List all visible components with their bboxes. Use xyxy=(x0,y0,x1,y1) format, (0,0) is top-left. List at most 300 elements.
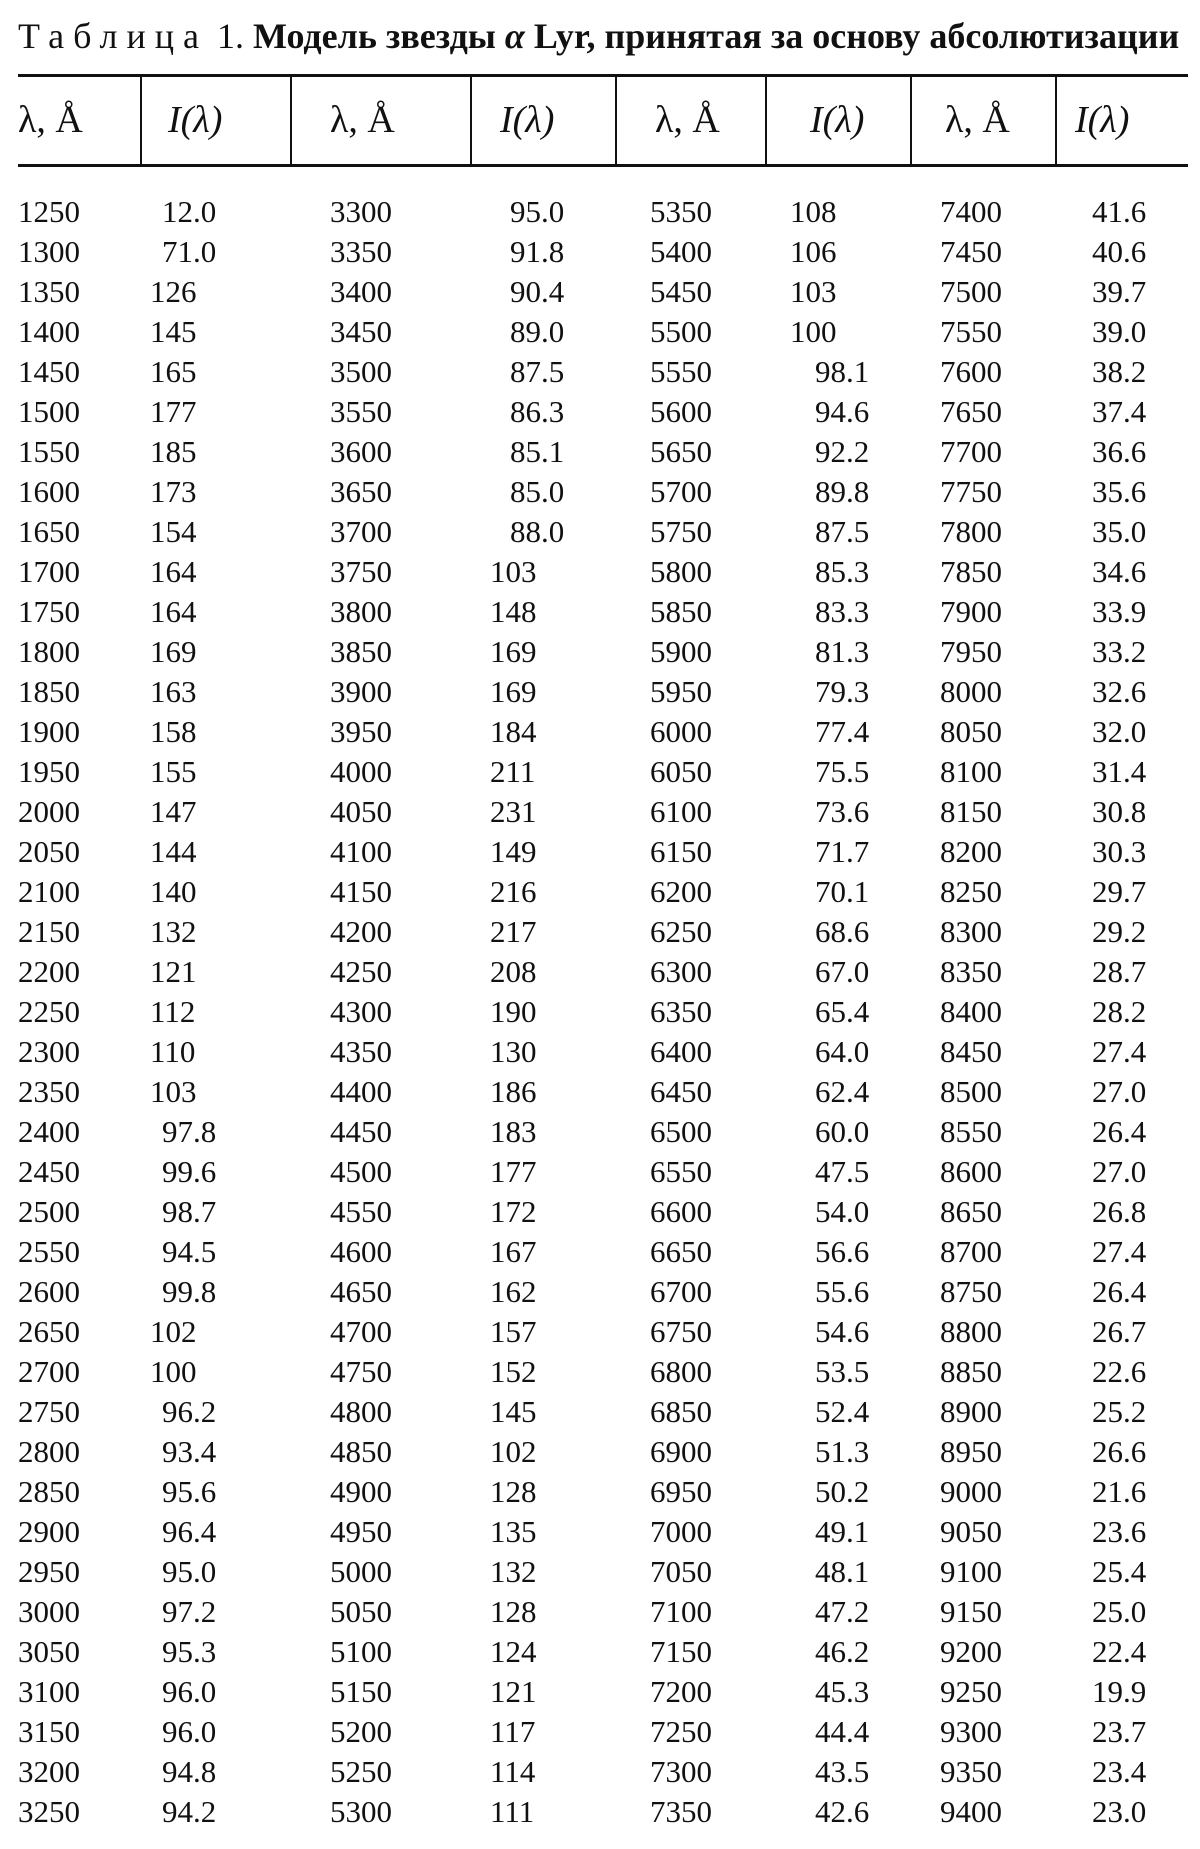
wavelength-cell: 8300 xyxy=(940,914,1002,949)
intensity-cell: 65.4 xyxy=(815,994,870,1029)
wavelength-cell: 2000 xyxy=(18,794,80,829)
wavelength-cell: 5350 xyxy=(650,194,712,229)
intensity-cell: 96.0 xyxy=(162,1714,217,1749)
wavelength-cell: 6450 xyxy=(650,1074,712,1109)
intensity-cell: 114 xyxy=(490,1754,536,1789)
table-row xyxy=(0,992,1200,1032)
wavelength-cell: 7050 xyxy=(650,1554,712,1589)
table-row xyxy=(0,1192,1200,1232)
wavelength-cell: 6500 xyxy=(650,1114,712,1149)
table-row xyxy=(0,1072,1200,1112)
intensity-cell: 29.2 xyxy=(1092,914,1147,949)
wavelength-cell: 1950 xyxy=(18,754,80,789)
wavelength-cell: 6950 xyxy=(650,1474,712,1509)
wavelength-cell: 4550 xyxy=(330,1194,392,1229)
header-wavelength: λ, Å xyxy=(945,99,1010,141)
wavelength-cell: 8400 xyxy=(940,994,1002,1029)
wavelength-cell: 3700 xyxy=(330,514,392,549)
wavelength-cell: 4150 xyxy=(330,874,392,909)
intensity-cell: 183 xyxy=(490,1114,537,1149)
intensity-cell: 145 xyxy=(150,314,197,349)
intensity-cell: 172 xyxy=(490,1194,537,1229)
wavelength-cell: 7150 xyxy=(650,1634,712,1669)
wavelength-cell: 8250 xyxy=(940,874,1002,909)
header-intensity: I(λ) xyxy=(500,99,555,141)
wavelength-cell: 2300 xyxy=(18,1034,80,1069)
table-row xyxy=(0,712,1200,752)
wavelength-cell: 6550 xyxy=(650,1154,712,1189)
wavelength-cell: 6650 xyxy=(650,1234,712,1269)
caption-text-before: Модель звезды xyxy=(252,16,496,56)
wavelength-cell: 3800 xyxy=(330,594,392,629)
wavelength-cell: 3500 xyxy=(330,354,392,389)
wavelength-cell: 6600 xyxy=(650,1194,712,1229)
intensity-cell: 56.6 xyxy=(815,1234,870,1269)
wavelength-cell: 4200 xyxy=(330,914,392,949)
table-row xyxy=(0,1432,1200,1472)
wavelength-cell: 9350 xyxy=(940,1754,1002,1789)
caption-label: Таблица xyxy=(18,16,208,56)
intensity-cell: 30.3 xyxy=(1092,834,1147,869)
wavelength-cell: 4500 xyxy=(330,1154,392,1189)
wavelength-cell: 2350 xyxy=(18,1074,80,1109)
intensity-cell: 99.8 xyxy=(162,1274,217,1309)
wavelength-cell: 8850 xyxy=(940,1354,1002,1389)
intensity-cell: 28.7 xyxy=(1092,954,1147,989)
intensity-cell: 32.6 xyxy=(1092,674,1147,709)
table-row xyxy=(0,912,1200,952)
wavelength-cell: 4800 xyxy=(330,1394,392,1429)
intensity-cell: 152 xyxy=(490,1354,537,1389)
intensity-cell: 94.5 xyxy=(162,1234,217,1269)
wavelength-cell: 5300 xyxy=(330,1794,392,1829)
wavelength-cell: 5500 xyxy=(650,314,712,349)
wavelength-cell: 2450 xyxy=(18,1154,80,1189)
intensity-cell: 91.8 xyxy=(510,234,565,269)
intensity-cell: 52.4 xyxy=(815,1394,870,1429)
wavelength-cell: 2850 xyxy=(18,1474,80,1509)
intensity-cell: 186 xyxy=(490,1074,537,1109)
wavelength-cell: 5850 xyxy=(650,594,712,629)
wavelength-cell: 3400 xyxy=(330,274,392,309)
intensity-cell: 100 xyxy=(790,314,837,349)
wavelength-cell: 9100 xyxy=(940,1554,1002,1589)
intensity-cell: 25.0 xyxy=(1092,1594,1147,1629)
wavelength-cell: 6050 xyxy=(650,754,712,789)
wavelength-cell: 5150 xyxy=(330,1674,392,1709)
intensity-cell: 60.0 xyxy=(815,1114,870,1149)
wavelength-cell: 3600 xyxy=(330,434,392,469)
wavelength-cell: 4050 xyxy=(330,794,392,829)
table-row xyxy=(0,1752,1200,1792)
table-row xyxy=(0,632,1200,672)
wavelength-cell: 3350 xyxy=(330,234,392,269)
intensity-cell: 87.5 xyxy=(510,354,565,389)
intensity-cell: 103 xyxy=(790,274,837,309)
table-row xyxy=(0,312,1200,352)
header-divider xyxy=(765,76,767,164)
wavelength-cell: 3450 xyxy=(330,314,392,349)
intensity-cell: 103 xyxy=(150,1074,197,1109)
wavelength-cell: 8750 xyxy=(940,1274,1002,1309)
table-row xyxy=(0,592,1200,632)
wavelength-cell: 7250 xyxy=(650,1714,712,1749)
intensity-cell: 44.4 xyxy=(815,1714,870,1749)
wavelength-cell: 9400 xyxy=(940,1794,1002,1829)
wavelength-cell: 8900 xyxy=(940,1394,1002,1429)
wavelength-cell: 2250 xyxy=(18,994,80,1029)
wavelength-cell: 7000 xyxy=(650,1514,712,1549)
table-row xyxy=(0,1032,1200,1072)
wavelength-cell: 1800 xyxy=(18,634,80,669)
wavelength-cell: 6750 xyxy=(650,1314,712,1349)
intensity-cell: 26.6 xyxy=(1092,1434,1147,1469)
intensity-cell: 79.3 xyxy=(815,674,870,709)
intensity-cell: 71.7 xyxy=(815,834,870,869)
table-row xyxy=(0,1312,1200,1352)
table-body xyxy=(0,192,1200,1832)
intensity-cell: 21.6 xyxy=(1092,1474,1147,1509)
intensity-cell: 163 xyxy=(150,674,197,709)
wavelength-cell: 2200 xyxy=(18,954,80,989)
intensity-cell: 185 xyxy=(150,434,197,469)
intensity-cell: 70.1 xyxy=(815,874,870,909)
intensity-cell: 95.0 xyxy=(162,1554,217,1589)
intensity-cell: 149 xyxy=(490,834,537,869)
intensity-cell: 147 xyxy=(150,794,197,829)
table-row xyxy=(0,1592,1200,1632)
intensity-cell: 86.3 xyxy=(510,394,565,429)
wavelength-cell: 4600 xyxy=(330,1234,392,1269)
table-row xyxy=(0,232,1200,272)
intensity-cell: 43.5 xyxy=(815,1754,870,1789)
intensity-cell: 41.6 xyxy=(1092,194,1147,229)
wavelength-cell: 3900 xyxy=(330,674,392,709)
intensity-cell: 35.6 xyxy=(1092,474,1147,509)
intensity-cell: 50.2 xyxy=(815,1474,870,1509)
wavelength-cell: 4900 xyxy=(330,1474,392,1509)
intensity-cell: 92.2 xyxy=(815,434,870,469)
table-row xyxy=(0,1672,1200,1712)
table-header-row xyxy=(0,76,1200,164)
wavelength-cell: 8800 xyxy=(940,1314,1002,1349)
intensity-cell: 93.4 xyxy=(162,1434,217,1469)
intensity-cell: 39.7 xyxy=(1092,274,1147,309)
wavelength-cell: 4650 xyxy=(330,1274,392,1309)
wavelength-cell: 5800 xyxy=(650,554,712,589)
wavelength-cell: 4100 xyxy=(330,834,392,869)
intensity-cell: 19.9 xyxy=(1092,1674,1147,1709)
table-row xyxy=(0,392,1200,432)
intensity-cell: 102 xyxy=(490,1434,537,1469)
wavelength-cell: 5100 xyxy=(330,1634,392,1669)
intensity-cell: 124 xyxy=(490,1634,537,1669)
table-row xyxy=(0,1712,1200,1752)
intensity-cell: 46.2 xyxy=(815,1634,870,1669)
table-row xyxy=(0,952,1200,992)
intensity-cell: 95.6 xyxy=(162,1474,217,1509)
intensity-cell: 53.5 xyxy=(815,1354,870,1389)
caption-text-after: принятая за основу абсолютизации xyxy=(604,16,1180,56)
caption-number: 1. xyxy=(216,16,244,56)
wavelength-cell: 5450 xyxy=(650,274,712,309)
intensity-cell: 208 xyxy=(490,954,537,989)
intensity-cell: 54.0 xyxy=(815,1194,870,1229)
header-wavelength: λ, Å xyxy=(18,99,83,141)
intensity-cell: 37.4 xyxy=(1092,394,1147,429)
wavelength-cell: 3100 xyxy=(18,1674,80,1709)
wavelength-cell: 2150 xyxy=(18,914,80,949)
intensity-cell: 94.2 xyxy=(162,1794,217,1829)
wavelength-cell: 7600 xyxy=(940,354,1002,389)
intensity-cell: 211 xyxy=(490,754,536,789)
wavelength-cell: 2650 xyxy=(18,1314,80,1349)
intensity-cell: 73.6 xyxy=(815,794,870,829)
intensity-cell: 102 xyxy=(150,1314,197,1349)
header-divider xyxy=(615,76,617,164)
intensity-cell: 23.7 xyxy=(1092,1714,1147,1749)
intensity-cell: 154 xyxy=(150,514,197,549)
table-row xyxy=(0,472,1200,512)
intensity-cell: 27.0 xyxy=(1092,1074,1147,1109)
intensity-cell: 132 xyxy=(490,1554,537,1589)
intensity-cell: 162 xyxy=(490,1274,537,1309)
wavelength-cell: 2600 xyxy=(18,1274,80,1309)
intensity-cell: 39.0 xyxy=(1092,314,1147,349)
intensity-cell: 128 xyxy=(490,1474,537,1509)
wavelength-cell: 1450 xyxy=(18,354,80,389)
table-row xyxy=(0,1632,1200,1672)
wavelength-cell: 6150 xyxy=(650,834,712,869)
intensity-cell: 54.6 xyxy=(815,1314,870,1349)
wavelength-cell: 8150 xyxy=(940,794,1002,829)
wavelength-cell: 9000 xyxy=(940,1474,1002,1509)
intensity-cell: 22.6 xyxy=(1092,1354,1147,1389)
intensity-cell: 26.4 xyxy=(1092,1114,1147,1149)
wavelength-cell: 6800 xyxy=(650,1354,712,1389)
wavelength-cell: 8500 xyxy=(940,1074,1002,1109)
wavelength-cell: 5600 xyxy=(650,394,712,429)
wavelength-cell: 3250 xyxy=(18,1794,80,1829)
wavelength-cell: 8650 xyxy=(940,1194,1002,1229)
wavelength-cell: 6700 xyxy=(650,1274,712,1309)
intensity-cell: 100 xyxy=(150,1354,197,1389)
intensity-cell: 217 xyxy=(490,914,537,949)
intensity-cell: 40.6 xyxy=(1092,234,1147,269)
intensity-cell: 126 xyxy=(150,274,197,309)
intensity-cell: 71.0 xyxy=(162,234,217,269)
wavelength-cell: 8450 xyxy=(940,1034,1002,1069)
wavelength-cell: 4000 xyxy=(330,754,392,789)
intensity-cell: 106 xyxy=(790,234,837,269)
table-row xyxy=(0,792,1200,832)
intensity-cell: 27.4 xyxy=(1092,1034,1147,1069)
intensity-cell: 98.1 xyxy=(815,354,870,389)
wavelength-cell: 2700 xyxy=(18,1354,80,1389)
header-intensity: I(λ) xyxy=(168,99,223,141)
wavelength-cell: 9050 xyxy=(940,1514,1002,1549)
intensity-cell: 135 xyxy=(490,1514,537,1549)
wavelength-cell: 7800 xyxy=(940,514,1002,549)
wavelength-cell: 1400 xyxy=(18,314,80,349)
intensity-cell: 87.5 xyxy=(815,514,870,549)
wavelength-cell: 1600 xyxy=(18,474,80,509)
wavelength-cell: 8600 xyxy=(940,1154,1002,1189)
wavelength-cell: 5650 xyxy=(650,434,712,469)
wavelength-cell: 6200 xyxy=(650,874,712,909)
wavelength-cell: 7750 xyxy=(940,474,1002,509)
intensity-cell: 67.0 xyxy=(815,954,870,989)
intensity-cell: 29.7 xyxy=(1092,874,1147,909)
intensity-cell: 30.8 xyxy=(1092,794,1147,829)
wavelength-cell: 3850 xyxy=(330,634,392,669)
wavelength-cell: 3200 xyxy=(18,1754,80,1789)
intensity-cell: 26.7 xyxy=(1092,1314,1147,1349)
wavelength-cell: 2950 xyxy=(18,1554,80,1589)
wavelength-cell: 5550 xyxy=(650,354,712,389)
intensity-cell: 184 xyxy=(490,714,537,749)
wavelength-cell: 6100 xyxy=(650,794,712,829)
header-divider xyxy=(140,76,142,164)
header-wavelength: λ, Å xyxy=(655,99,720,141)
wavelength-cell: 6350 xyxy=(650,994,712,1029)
wavelength-cell: 5750 xyxy=(650,514,712,549)
wavelength-cell: 6900 xyxy=(650,1434,712,1469)
intensity-cell: 96.0 xyxy=(162,1674,217,1709)
wavelength-cell: 7900 xyxy=(940,594,1002,629)
intensity-cell: 31.4 xyxy=(1092,754,1147,789)
intensity-cell: 55.6 xyxy=(815,1274,870,1309)
intensity-cell: 64.0 xyxy=(815,1034,870,1069)
intensity-cell: 155 xyxy=(150,754,197,789)
caption-greek: α xyxy=(504,16,525,56)
intensity-cell: 45.3 xyxy=(815,1674,870,1709)
wavelength-cell: 2100 xyxy=(18,874,80,909)
intensity-cell: 26.4 xyxy=(1092,1274,1147,1309)
wavelength-cell: 1750 xyxy=(18,594,80,629)
intensity-cell: 94.6 xyxy=(815,394,870,429)
intensity-cell: 140 xyxy=(150,874,197,909)
intensity-cell: 33.9 xyxy=(1092,594,1147,629)
wavelength-cell: 1500 xyxy=(18,394,80,429)
wavelength-cell: 2050 xyxy=(18,834,80,869)
intensity-cell: 27.0 xyxy=(1092,1154,1147,1189)
wavelength-cell: 9250 xyxy=(940,1674,1002,1709)
table-row xyxy=(0,1472,1200,1512)
intensity-cell: 94.8 xyxy=(162,1754,217,1789)
wavelength-cell: 7650 xyxy=(940,394,1002,429)
header-divider xyxy=(290,76,292,164)
intensity-cell: 47.5 xyxy=(815,1154,870,1189)
wavelength-cell: 3000 xyxy=(18,1594,80,1629)
header-wavelength: λ, Å xyxy=(330,99,395,141)
intensity-cell: 33.2 xyxy=(1092,634,1147,669)
wavelength-cell: 1700 xyxy=(18,554,80,589)
wavelength-cell: 7200 xyxy=(650,1674,712,1709)
wavelength-cell: 8100 xyxy=(940,754,1002,789)
intensity-cell: 49.1 xyxy=(815,1514,870,1549)
table-header-rule xyxy=(18,164,1188,167)
intensity-cell: 25.2 xyxy=(1092,1394,1147,1429)
intensity-cell: 26.8 xyxy=(1092,1194,1147,1229)
wavelength-cell: 3750 xyxy=(330,554,392,589)
wavelength-cell: 1550 xyxy=(18,434,80,469)
wavelength-cell: 7550 xyxy=(940,314,1002,349)
wavelength-cell: 9200 xyxy=(940,1634,1002,1669)
wavelength-cell: 1900 xyxy=(18,714,80,749)
intensity-cell: 32.0 xyxy=(1092,714,1147,749)
wavelength-cell: 7950 xyxy=(940,634,1002,669)
intensity-cell: 89.8 xyxy=(815,474,870,509)
table-caption xyxy=(18,14,1188,58)
header-intensity: I(λ) xyxy=(810,99,865,141)
wavelength-cell: 8000 xyxy=(940,674,1002,709)
wavelength-cell: 5000 xyxy=(330,1554,392,1589)
intensity-cell: 48.1 xyxy=(815,1554,870,1589)
wavelength-cell: 2900 xyxy=(18,1514,80,1549)
table-row xyxy=(0,272,1200,312)
wavelength-cell: 6250 xyxy=(650,914,712,949)
table-row xyxy=(0,552,1200,592)
intensity-cell: 62.4 xyxy=(815,1074,870,1109)
table-row xyxy=(0,872,1200,912)
table-row xyxy=(0,352,1200,392)
intensity-cell: 173 xyxy=(150,474,197,509)
wavelength-cell: 1250 xyxy=(18,194,80,229)
intensity-cell: 85.3 xyxy=(815,554,870,589)
wavelength-cell: 3150 xyxy=(18,1714,80,1749)
intensity-cell: 25.4 xyxy=(1092,1554,1147,1589)
wavelength-cell: 4950 xyxy=(330,1514,392,1549)
wavelength-cell: 8200 xyxy=(940,834,1002,869)
wavelength-cell: 8700 xyxy=(940,1234,1002,1269)
wavelength-cell: 7350 xyxy=(650,1794,712,1829)
intensity-cell: 108 xyxy=(790,194,837,229)
wavelength-cell: 4300 xyxy=(330,994,392,1029)
intensity-cell: 22.4 xyxy=(1092,1634,1147,1669)
header-divider xyxy=(910,76,912,164)
wavelength-cell: 4450 xyxy=(330,1114,392,1149)
intensity-cell: 132 xyxy=(150,914,197,949)
intensity-cell: 38.2 xyxy=(1092,354,1147,389)
wavelength-cell: 2500 xyxy=(18,1194,80,1229)
table-row xyxy=(0,432,1200,472)
wavelength-cell: 5400 xyxy=(650,234,712,269)
intensity-cell: 96.2 xyxy=(162,1394,217,1429)
intensity-cell: 148 xyxy=(490,594,537,629)
table-row xyxy=(0,512,1200,552)
intensity-cell: 85.0 xyxy=(510,474,565,509)
intensity-cell: 128 xyxy=(490,1594,537,1629)
intensity-cell: 68.6 xyxy=(815,914,870,949)
intensity-cell: 90.4 xyxy=(510,274,565,309)
intensity-cell: 34.6 xyxy=(1092,554,1147,589)
intensity-cell: 121 xyxy=(490,1674,537,1709)
intensity-cell: 169 xyxy=(490,674,537,709)
intensity-cell: 165 xyxy=(150,354,197,389)
table-row xyxy=(0,1272,1200,1312)
wavelength-cell: 5900 xyxy=(650,634,712,669)
table-row xyxy=(0,1352,1200,1392)
table-row xyxy=(0,1152,1200,1192)
intensity-cell: 169 xyxy=(490,634,537,669)
wavelength-cell: 9300 xyxy=(940,1714,1002,1749)
table-row xyxy=(0,192,1200,232)
intensity-cell: 83.3 xyxy=(815,594,870,629)
intensity-cell: 121 xyxy=(150,954,197,989)
wavelength-cell: 9150 xyxy=(940,1594,1002,1629)
intensity-cell: 35.0 xyxy=(1092,514,1147,549)
